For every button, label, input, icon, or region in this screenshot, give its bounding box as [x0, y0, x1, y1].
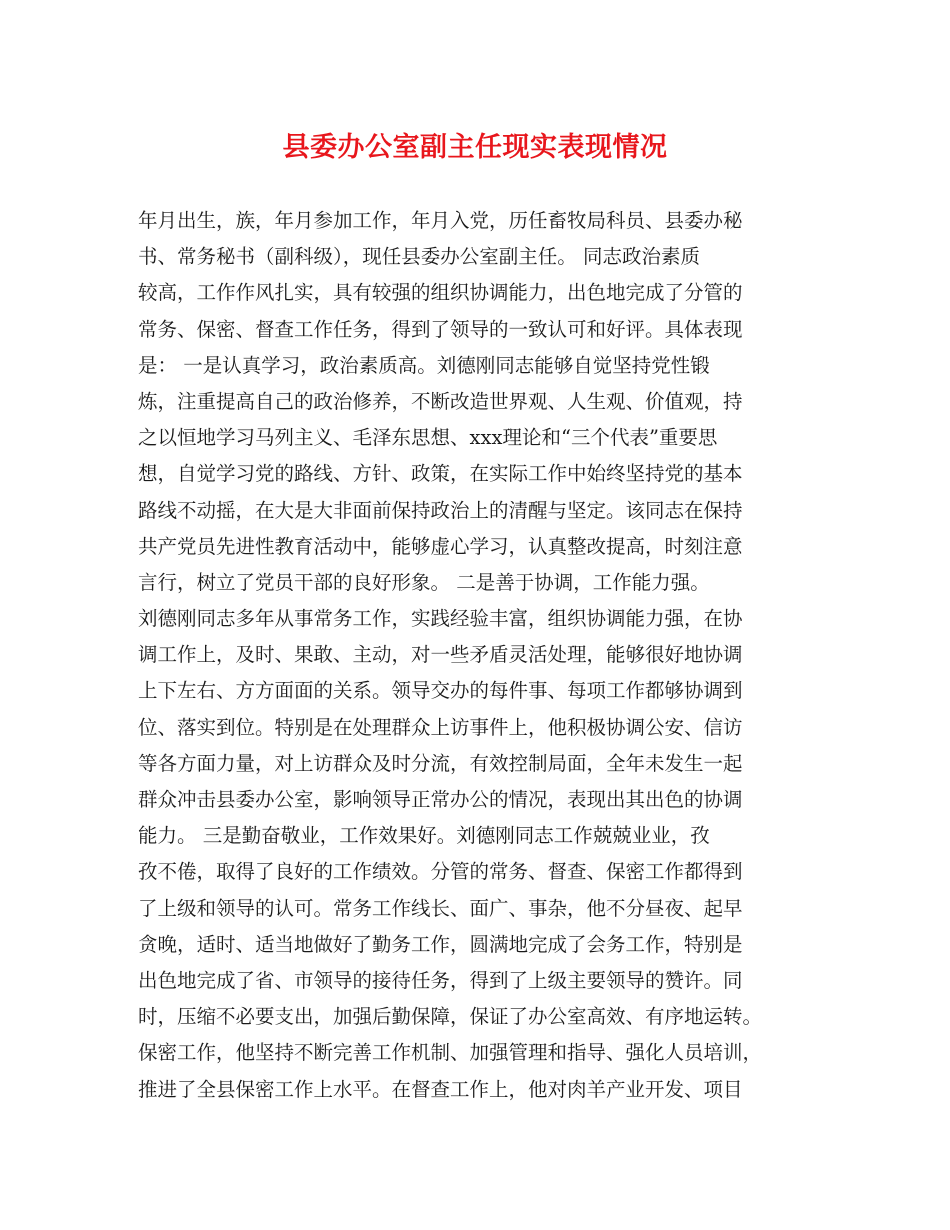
body-line: 想，自觉学习党的路线、方针、政策，在实际工作中始终坚持党的基本	[138, 462, 743, 486]
body-line: 推进了全县保密工作上水平。在督查工作上，他对肉羊产业开发、项目	[138, 1077, 743, 1101]
body-line: 贪晚，适时、适当地做好了勤务工作，圆满地完成了会务工作，特别是	[138, 932, 743, 956]
body-line: 刘德刚同志多年从事常务工作，实践经验丰富，组织协调能力强，在协	[138, 607, 743, 631]
body-line: 了上级和领导的认可。常务工作线长、面广、事杂，他不分昼夜、起早	[138, 896, 743, 920]
body-line: 炼，注重提高自己的政治修养，不断改造世界观、人生观、价值观，持	[138, 389, 743, 413]
body-line: 书、常务秘书（副科级），现任县委办公室副主任。 同志政治素质	[138, 245, 700, 269]
document-title: 县委办公室副主任现实表现情况	[282, 132, 668, 163]
body-line: 群众冲击县委办公室，影响领导正常办公的情况，表现出其出色的协调	[138, 788, 743, 811]
body-line: 是： 一是认真学习，政治素质高。刘德刚同志能够自觉坚持党性锻	[138, 353, 710, 377]
body-line: 常务、保密、督查工作任务，得到了领导的一致认可和好评。具体表现	[138, 317, 743, 341]
body-line: 较高，工作作风扎实，具有较强的组织协调能力，出色地完成了分管的	[138, 281, 743, 305]
body-line: 之以恒地学习马列主义、毛泽东思想、xxx理论和“三个代表”重要思	[138, 426, 718, 450]
body-line: 等各方面力量，对上访群众及时分流，有效控制局面，全年未发生一起	[138, 751, 743, 775]
body-line: 位、落实到位。特别是在处理群众上访事件上，他积极协调公安、信访	[138, 715, 743, 739]
body-line: 出色地完成了省、市领导的接待任务，得到了上级主要领导的赞许。同	[138, 968, 743, 992]
body-line: 路线不动摇，在大是大非面前保持政治上的清醒与坚定。该同志在保持	[138, 498, 743, 522]
body-line: 上下左右、方方面面的关系。领导交办的每件事、每项工作都够协调到	[138, 679, 743, 703]
body-line: 保密工作，他坚持不断完善工作机制、加强管理和指导、强化人员培训，	[138, 1041, 763, 1065]
body-line: 孜不倦，取得了良好的工作绩效。分管的常务、督查、保密工作都得到	[138, 860, 743, 884]
document-body	[138, 203, 838, 1108]
body-line: 年月出生，族，年月参加工作，年月入党，历任畜牧局科员、县委办秘	[138, 209, 743, 232]
body-line: 时，压缩不必要支出，加强后勤保障，保证了办公室高效、有序地运转。	[138, 1005, 763, 1029]
body-line: 言行，树立了党员干部的良好形象。 二是善于协调，工作能力强。	[138, 570, 710, 594]
body-line: 能力。 三是勤奋敬业，工作效果好。刘德刚同志工作兢兢业业，孜	[138, 824, 710, 848]
body-line: 共产党员先进性教育活动中，能够虚心学习，认真整改提高，时刻注意	[138, 534, 743, 558]
body-line: 调工作上，及时、果敢、主动，对一些矛盾灵活处理，能够很好地协调	[138, 643, 743, 667]
